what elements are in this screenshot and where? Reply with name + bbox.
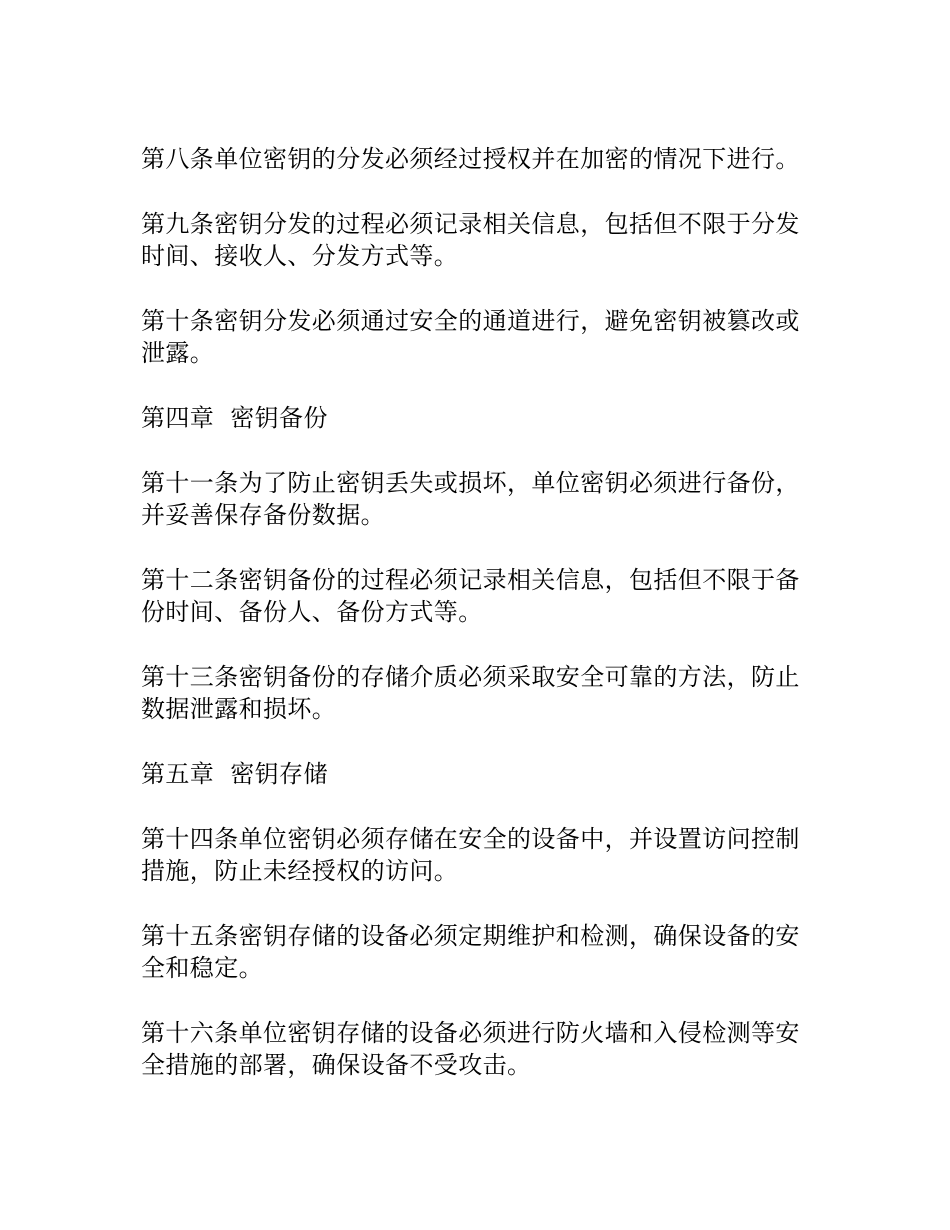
chapter-4-heading: 第四章 密钥备份: [141, 404, 328, 432]
chapter-5-heading: 第五章 密钥存储: [141, 760, 328, 788]
clause-8: 第八条单位密钥的分发必须经过授权并在加密的情况下进行。: [141, 145, 800, 173]
clause-16: 第十六条单位密钥存储的设备必须进行防火墙和入侵检测等安全措施的部署，确保设备不受攻击。: [141, 1019, 800, 1079]
clause-15: 第十五条密钥存储的设备必须定期维护和检测，确保设备的安全和稳定。: [141, 922, 800, 982]
clause-9: 第九条密钥分发的过程必须记录相关信息，包括但不限于分发时间、接收人、分发方式等。: [141, 210, 800, 270]
clause-10: 第十条密钥分发必须通过安全的通道进行，避免密钥被篡改或泄露。: [141, 307, 800, 367]
document-body: [141, 143, 816, 1114]
clause-14: 第十四条单位密钥必须存储在安全的设备中，并设置访问控制措施，防止未经授权的访问。: [141, 825, 800, 885]
clause-12: 第十二条密钥备份的过程必须记录相关信息，包括但不限于备份时间、备份人、备份方式等。: [141, 566, 800, 626]
clause-11: 第十一条为了防止密钥丢失或损坏，单位密钥必须进行备份，并妥善保存备份数据。: [141, 469, 800, 529]
clause-13: 第十三条密钥备份的存储介质必须采取安全可靠的方法，防止数据泄露和损坏。: [141, 663, 800, 723]
